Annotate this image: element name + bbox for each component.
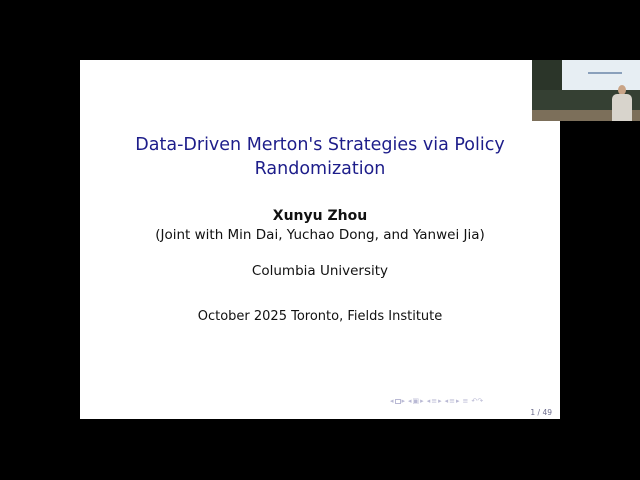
nav-search-icon[interactable]: ↶↷ [471,397,484,405]
nav-appendix-icon[interactable]: ≡ [462,397,469,405]
nav-prev-frame-icon[interactable]: ◂ [390,397,394,405]
nav-next-subsection-icon[interactable]: ▸ [420,397,424,405]
nav-section-group [427,396,442,406]
nav-prev-section-icon[interactable]: ◂ [426,397,431,405]
nav-prev-subsection-icon[interactable]: ◂ [408,397,412,405]
beamer-navigation-bar [390,396,555,406]
institution: Columbia University [251,263,389,279]
speaker-camera-feed [532,60,640,121]
nav-next-slide-icon[interactable]: ▸ [455,397,460,405]
event-date-location: October 2025 Toronto, Fields Institute [197,309,443,324]
subsection-icon: ▣ [412,397,420,405]
slide-title-line-1: Data-Driven Merton's Strategies via Policy [135,135,505,155]
coauthors: (Joint with Min Dai, Yuchao Dong, and Yanwei Jia) [155,227,485,243]
slide-icon: ≡ [449,397,455,405]
author-name: Xunyu Zhou [272,208,368,224]
presentation-slide [80,60,560,419]
speaker-body [612,94,632,121]
nav-subsection-group [408,396,424,406]
page-number: 1 / 49 [530,408,552,417]
slide-title [80,133,560,181]
slide-title-line-2: Randomization [254,159,386,179]
camera-projection-screen [562,60,640,90]
section-icon: ≡ [431,397,438,405]
nav-prev-slide-icon[interactable]: ◂ [444,397,449,405]
nav-next-frame-icon[interactable]: ▸ [401,397,406,405]
camera-screen-text-line [588,72,622,74]
nav-slide-group [445,396,460,406]
nav-next-section-icon[interactable]: ▸ [438,397,442,405]
nav-frame-group [390,396,405,406]
frame-icon [395,399,401,404]
